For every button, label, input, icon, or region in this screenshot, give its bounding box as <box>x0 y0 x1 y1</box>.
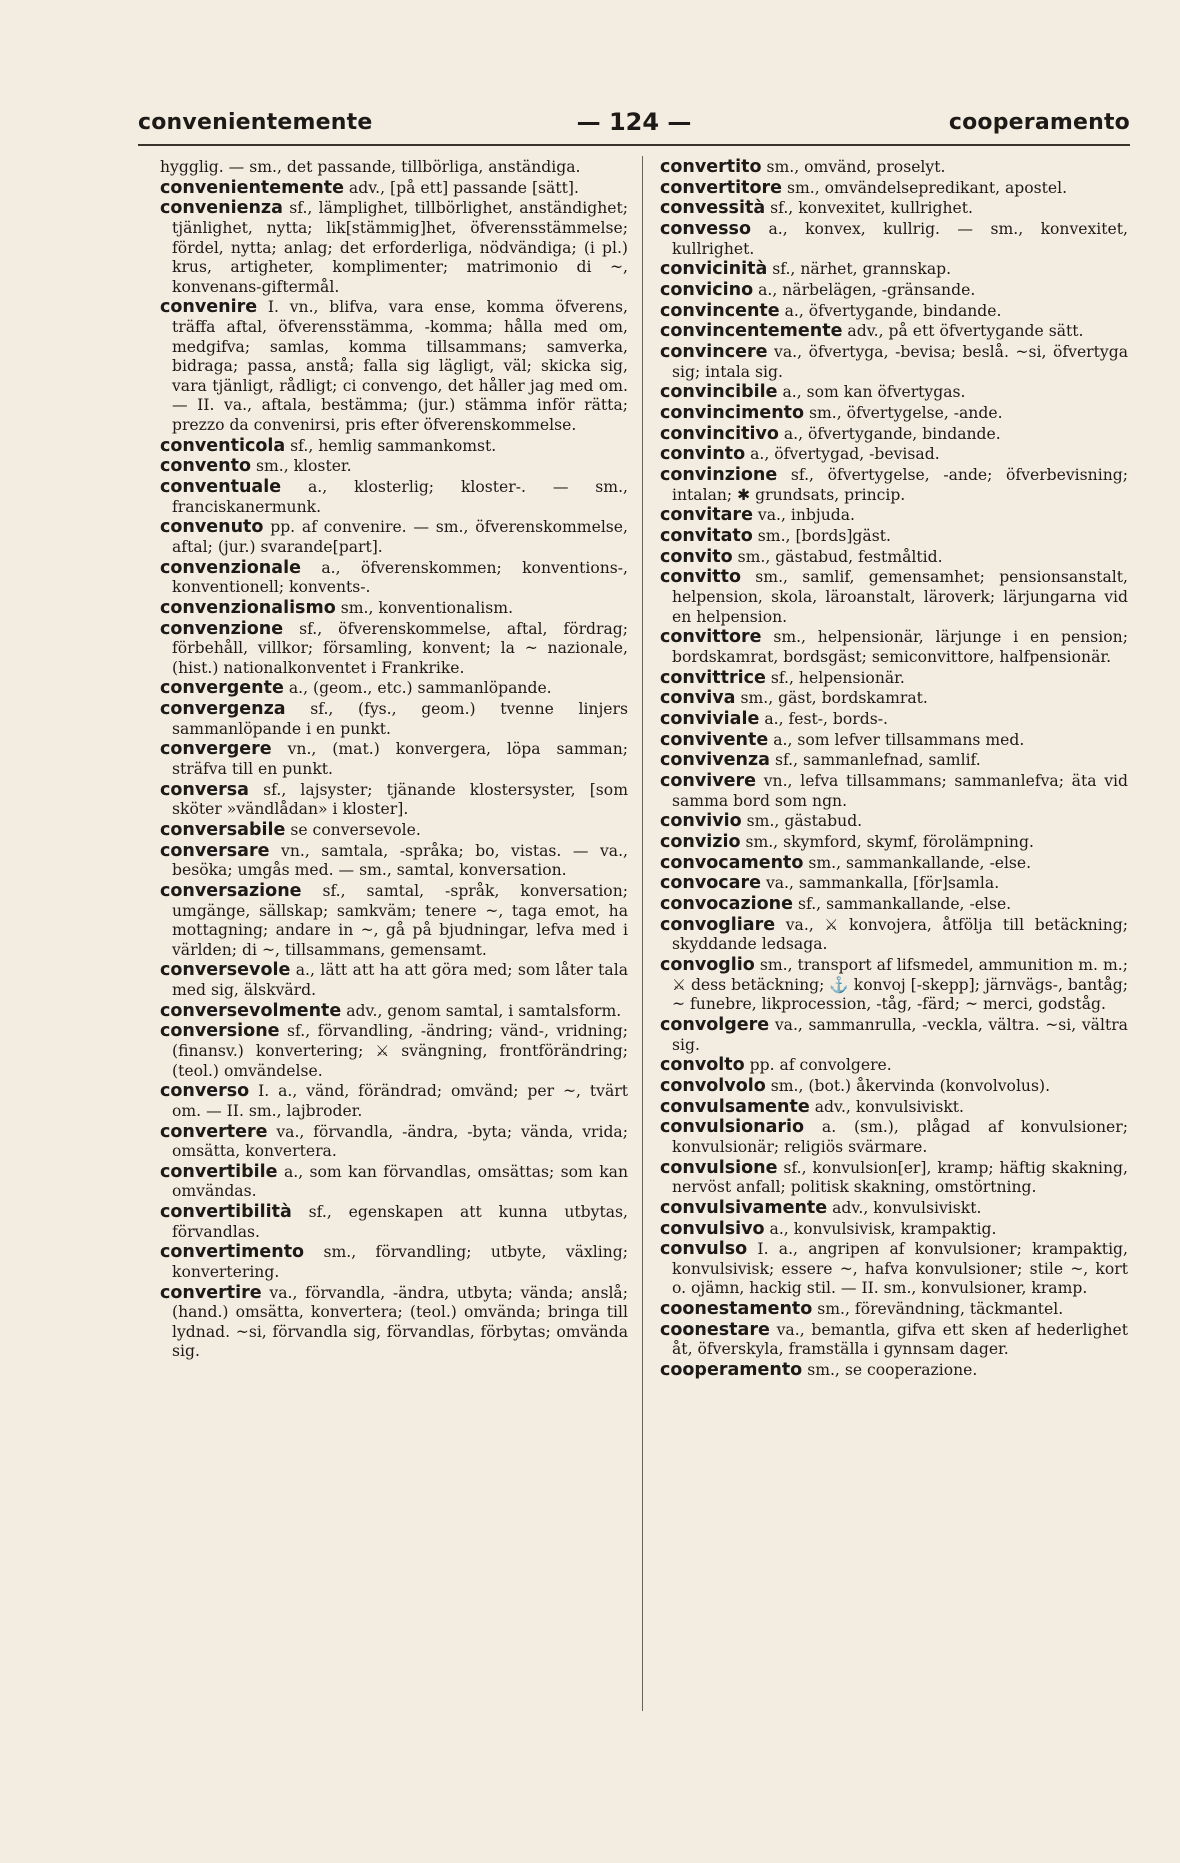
entry-headword: convertere <box>160 1121 268 1142</box>
entry-headword: convinto <box>660 444 746 465</box>
entry-headword: cooperamento <box>660 1360 803 1381</box>
entry-headword: convulso <box>660 1239 748 1260</box>
entry-headword: convertitore <box>660 177 783 198</box>
entry-headword: convessità <box>660 198 766 219</box>
entry-headword: convocamento <box>660 852 804 873</box>
dictionary-entry <box>660 669 1128 689</box>
dictionary-entry <box>660 956 1128 1015</box>
dictionary-entry <box>160 1203 628 1242</box>
entry-definition: va., sammankalla, [för]samla. <box>765 874 1000 893</box>
entry-headword: conversabile <box>160 820 286 840</box>
dictionary-entry <box>660 1159 1128 1198</box>
entry-headword: convincente <box>660 300 780 321</box>
dictionary-entry <box>160 1022 628 1081</box>
entry-definition: sf., konvulsion[er], kramp; häftig skakning, nervöst anfall; politisk skakning, omstörtning. <box>672 1158 1128 1197</box>
entry-headword: convocare <box>660 873 761 894</box>
entry-definition: sm., sammankallande, -else. <box>808 853 1032 872</box>
entry-headword: convizio <box>660 832 741 853</box>
dictionary-entry <box>160 740 628 779</box>
dictionary-entry <box>660 199 1128 219</box>
entry-definition: sf., sammanlefnad, samlif. <box>774 751 981 770</box>
entry-definition: sf., öfverenskommelse, aftal, fördrag; förbehåll, villkor; församling, konvent; la ~ nazionale, (hist.) nationalkonventet i Frankrike. <box>172 619 628 677</box>
dictionary-entry <box>160 518 628 557</box>
dictionary-entry <box>660 343 1128 382</box>
column-divider <box>642 156 643 1711</box>
entry-headword: convulsivo <box>660 1218 765 1239</box>
entry-headword: coonestare <box>660 1319 770 1340</box>
entry-definition: va., förvandla, -ändra, -byta; vända, vrida; omsätta, konvertera. <box>172 1122 628 1161</box>
dictionary-entry <box>160 620 628 679</box>
entry-headword: convertito <box>660 157 762 177</box>
entry-definition: vn., samtala, -språka; bo, vistas. — va., besöka; umgås med. — sm., samtal, konversation. <box>172 841 628 880</box>
entry-headword: convertire <box>160 1282 262 1303</box>
entry-definition: sf., sammankallande, -else. <box>797 895 1012 914</box>
entry-headword: convolgere <box>660 1014 770 1035</box>
entry-definition: va., inbjuda. <box>757 506 856 525</box>
entry-headword: converso <box>160 1081 250 1102</box>
page-header <box>138 104 1130 144</box>
entry-headword: convenientemente <box>160 177 344 198</box>
entry-definition: sm., förvandling; utbyte, växling; konvertering. <box>172 1243 628 1281</box>
dictionary-entry <box>660 1199 1128 1219</box>
entry-headword: conversare <box>160 840 270 861</box>
dictionary-entry <box>660 404 1128 424</box>
entry-definition: sm., konventionalism. <box>340 598 514 617</box>
entry-headword: convincere <box>660 342 768 363</box>
entry-headword: convivente <box>660 729 769 750</box>
dictionary-entry <box>160 437 628 457</box>
entry-headword: conviviale <box>660 709 760 729</box>
dictionary-entry <box>660 1240 1128 1299</box>
dictionary-entry <box>660 916 1128 955</box>
entry-headword: convenuto <box>160 517 264 538</box>
dictionary-entry <box>660 628 1128 667</box>
entry-definition: a., lätt att ha att göra med; som låter tala med sig, älskvärd. <box>172 961 628 1000</box>
dictionary-entry <box>660 1118 1128 1157</box>
dictionary-entry <box>660 466 1128 505</box>
entry-definition: sm., gäst, bordskamrat. <box>740 689 928 708</box>
entry-definition: pp. af convolgere. <box>749 1056 892 1075</box>
entry-definition: sm., helpensionär, lärjunge i en pension; bordskamrat, bordsgäst; semiconvittore, halfpensionär. <box>672 628 1128 666</box>
entry-headword: conventicola <box>160 435 286 456</box>
entry-headword: convincentemente <box>660 321 843 342</box>
entry-headword: convergenza <box>160 699 286 720</box>
entry-headword: convicinità <box>660 259 768 280</box>
dictionary-entry <box>160 842 628 881</box>
entry-definition: adv., [på ett] passande [sätt]. <box>348 178 579 197</box>
entry-definition: hygglig. — sm., det passande, tillbörliga, anständiga. <box>160 158 581 176</box>
entry-headword: convulsione <box>660 1157 778 1178</box>
entry-headword: conventuale <box>160 477 282 498</box>
entry-definition: adv., konvulsiviskt. <box>814 1097 965 1116</box>
entry-definition: sf., lajsyster; tjänande klostersyster, [som sköter »vändlådan» i kloster]. <box>172 780 628 819</box>
entry-headword: convitto <box>660 567 742 588</box>
dictionary-entry <box>160 1123 628 1162</box>
entry-headword: convenzionale <box>160 557 301 578</box>
entry-definition: a., som kan öfvertygas. <box>782 383 966 402</box>
entry-definition: adv., konvulsiviskt. <box>832 1198 982 1217</box>
dictionary-entry <box>160 1284 628 1362</box>
dictionary-entry <box>660 220 1128 259</box>
entry-definition: va., sammanrulla, -veckla, vältra. ~si, vältra sig. <box>672 1015 1128 1054</box>
dictionary-entry <box>660 281 1128 301</box>
entry-definition: sf., helpensionär. <box>770 668 905 687</box>
dictionary-entry <box>660 527 1128 547</box>
entry-headword: convincimento <box>660 403 805 424</box>
entry-headword: convergente <box>160 678 284 699</box>
entry-headword: convincitivo <box>660 423 779 444</box>
entry-definition: sf., närhet, grannskap. <box>772 260 952 279</box>
entry-headword: conviva <box>660 688 736 709</box>
entry-headword: convincibile <box>660 382 778 403</box>
entry-definition: va., ⚔ konvojera, åtfölja till betäckning; skyddande ledsaga. <box>672 915 1128 954</box>
entry-definition: a., öfvertygande, bindande. <box>783 424 1001 443</box>
dictionary-entry <box>660 1220 1128 1240</box>
dictionary-entry <box>660 506 1128 526</box>
entry-headword: convinzione <box>660 465 778 486</box>
entry-headword: conversevolmente <box>160 1000 342 1021</box>
dictionary-entry <box>660 854 1128 874</box>
entry-definition: sf., (fys., geom.) tvenne linjers sammanlöpande i en punkt. <box>172 700 628 738</box>
entry-definition: sm., öfvertygelse, -ande. <box>809 404 1003 423</box>
left-column <box>160 158 628 1363</box>
entry-definition: a., (geom., etc.) sammanlöpande. <box>288 679 552 698</box>
dictionary-entry <box>660 772 1128 811</box>
entry-definition: sf., öfvertygelse, -ande; öfverbevisning; intalan; ✱ grundsats, princip. <box>672 466 1128 504</box>
dictionary-entry <box>160 1082 628 1121</box>
entry-definition: sm., gästabud. <box>746 812 863 831</box>
entry-definition: sm., gästabud, festmåltid. <box>737 547 943 566</box>
dictionary-entry <box>660 179 1128 199</box>
dictionary-entry <box>660 158 1128 178</box>
dictionary-entry <box>660 383 1128 403</box>
dictionary-entry <box>160 882 628 960</box>
entry-definition: se conversevole. <box>290 821 421 839</box>
entry-definition: a. (sm.), plågad af konvulsioner; konvulsionär; religiös svärmare. <box>672 1118 1128 1156</box>
dictionary-entry <box>160 821 628 841</box>
dictionary-entry <box>160 199 628 297</box>
dictionary-entry <box>660 445 1128 465</box>
entry-headword: convulsionario <box>660 1117 805 1138</box>
entry-definition: a., öfverenskommen; konventions-, konventionell; konvents-. <box>172 558 628 597</box>
entry-definition: vn., lefva tillsammans; sammanlefva; äta vid samma bord som ngn. <box>672 772 1128 810</box>
entry-headword: conversa <box>160 779 249 800</box>
entry-headword: convicino <box>660 280 754 301</box>
entry-headword: convenire <box>160 297 258 318</box>
entry-headword: convulsivamente <box>660 1197 828 1218</box>
entry-headword: conversazione <box>160 880 302 901</box>
right-running-headword: cooperamento <box>948 110 1130 135</box>
entry-definition: sm., förevändning, täckmantel. <box>817 1300 1064 1319</box>
dictionary-entry <box>160 298 628 435</box>
entry-definition: sf., lämplighet, tillbörlighet, anständighet; tjänlighet, nytta; lik[stämmig]het, öfverensstämmelse; fördel, nytta; anlag; det erforderliga, nödvändiga; (i pl.) krus, artigheter, komplimenter; matrimonio di ~, konvenans-giftermål. <box>172 199 628 296</box>
dictionary-entry <box>660 833 1128 853</box>
entry-definition: adv., på ett öfvertygande sätt. <box>847 322 1084 341</box>
dictionary-entry <box>160 1002 628 1022</box>
entry-definition: vn., (mat.) konvergera, löpa samman; sträfva till en punkt. <box>172 740 628 779</box>
entry-definition: pp. af convenire. — sm., öfverenskommelse, aftal; (jur.) svarande[part]. <box>172 518 628 556</box>
dictionary-entry <box>660 568 1128 627</box>
dictionary-entry <box>660 812 1128 832</box>
dictionary-entry <box>660 322 1128 342</box>
dictionary-entry <box>660 895 1128 915</box>
dictionary-entry <box>660 1321 1128 1360</box>
dictionary-entry <box>660 751 1128 771</box>
dictionary-entry <box>160 1163 628 1202</box>
dictionary-entry <box>660 302 1128 322</box>
dictionary-entry <box>160 158 628 178</box>
entry-headword: convolvolo <box>660 1075 766 1096</box>
entry-headword: convitato <box>660 526 753 547</box>
entry-definition: sf., egenskapen att kunna utbytas, förvandlas. <box>172 1203 628 1241</box>
entry-headword: conversevole <box>160 960 291 981</box>
dictionary-entry <box>660 1098 1128 1118</box>
entry-headword: convogliare <box>660 914 776 935</box>
entry-headword: convivere <box>660 771 757 792</box>
dictionary-entry <box>160 457 628 477</box>
dictionary-entry <box>660 1077 1128 1097</box>
entry-definition: va., öfvertyga, -bevisa; beslå. ~si, öfvertyga sig; intala sig. <box>672 343 1128 381</box>
entry-definition: sm., omvänd, proselyt. <box>766 158 946 176</box>
dictionary-entry <box>160 599 628 619</box>
entry-headword: convitare <box>660 505 753 526</box>
dictionary-entry <box>660 1300 1128 1320</box>
entry-definition: sm., se cooperazione. <box>807 1361 978 1380</box>
dictionary-entry <box>160 679 628 699</box>
entry-definition: sf., samtal, -språk, konversation; umgänge, sällskap; samkväm; tenere ~, taga emot, ha mottagning; andare in ~, gå på bjudningar, lefva med i världen; di ~, tillsammans, gemensamt. <box>172 881 628 959</box>
dictionary-entry <box>160 781 628 820</box>
entry-definition: sm., omvändelsepredikant, apostel. <box>786 178 1068 197</box>
entry-definition: va., förvandla, -ändra, utbyta; vända; anslå; (hand.) omsätta, konvertera; (teol.) omvända; bringa till lydnad. ~si, förvandla sig, förvandlas, förbytas; omvända sig. <box>172 1283 628 1361</box>
entry-headword: convenienza <box>160 198 283 219</box>
entry-definition: sm., (bot.) åkervinda (konvolvolus). <box>770 1076 1051 1095</box>
dictionary-entry <box>160 478 628 517</box>
entry-definition: I. a., vänd, förändrad; omvänd; per ~, tvärt om. — II. sm., lajbroder. <box>172 1082 628 1120</box>
header-rule <box>138 144 1130 146</box>
entry-headword: convittore <box>660 627 762 648</box>
entry-headword: convesso <box>660 219 751 240</box>
entry-headword: coonestamento <box>660 1299 813 1320</box>
entry-definition: va., bemantla, gifva ett sken af hederlighet åt, öfverskyla, framställa i gynnsam dager. <box>672 1320 1128 1359</box>
entry-definition: sf., hemlig sammankomst. <box>290 436 497 455</box>
entry-definition: a., närbelägen, -gränsande. <box>758 281 976 300</box>
entry-definition: I. vn., blifva, vara ense, komma öfverens, träffa aftal, öfverensstämma, -komma; hålla med om, medgifva; samlas, komma tillsammans; samverka, bidraga; passa, anstå; falla sig lägligt, väl; skicka sig, vara tjänligt, rådligt; ci convengo, det håller jag med om. — II. va., aftala, bestämma; (jur.) stämma inför rätta; prezzo da convenirsi, pris efter öfverenskommelse. <box>172 298 628 434</box>
entry-definition: sf., konvexitet, kullrighet. <box>770 199 973 218</box>
right-column <box>660 158 1128 1382</box>
entry-headword: convito <box>660 546 733 567</box>
entry-definition: a., som kan förvandlas, omsättas; som kan omvändas. <box>172 1162 628 1201</box>
entry-headword: convertibile <box>160 1161 278 1182</box>
dictionary-entry <box>660 260 1128 280</box>
entry-definition: a., fest-, bords-. <box>764 710 888 728</box>
entry-definition: sm., samlif, gemensamhet; pensionsanstalt, helpension, skola, läroanstalt, läroverk; lärjungarna vid en helpension. <box>672 568 1128 626</box>
dictionary-entry <box>160 700 628 739</box>
entry-headword: convocazione <box>660 894 794 915</box>
entry-definition: sm., skymford, skymf, förolämpning. <box>745 833 1034 852</box>
entry-headword: convergere <box>160 739 272 760</box>
dictionary-entry <box>660 548 1128 568</box>
left-running-headword: convenientemente <box>138 110 373 135</box>
entry-definition: a., konvulsivisk, krampaktig. <box>769 1219 997 1238</box>
entry-headword: conversione <box>160 1021 280 1042</box>
dictionary-entry <box>660 1056 1128 1076</box>
dictionary-entry <box>160 1243 628 1282</box>
entry-headword: convolto <box>660 1055 745 1076</box>
dictionary-entry <box>160 559 628 598</box>
entry-headword: convenzione <box>160 618 284 639</box>
entry-definition: a., öfvertygad, -bevisad. <box>750 445 940 464</box>
entry-headword: convoglio <box>660 955 755 976</box>
dictionary-entry <box>660 1016 1128 1055</box>
entry-headword: convittrice <box>660 667 766 688</box>
dictionary-entry <box>660 1361 1128 1381</box>
entry-definition: sm., [bords]gäst. <box>757 527 891 546</box>
dictionary-entry <box>160 961 628 1000</box>
entry-definition: adv., genom samtal, i samtalsform. <box>346 1001 622 1020</box>
entry-headword: convertimento <box>160 1242 305 1263</box>
entry-headword: convivenza <box>660 750 770 771</box>
entry-definition: a., klosterlig; kloster-. — sm., franciskanermunk. <box>172 478 628 516</box>
entry-headword: convertibilità <box>160 1202 292 1223</box>
entry-definition: sm., transport af lifsmedel, ammunition m. m.; ⚔ dess betäckning; ⚓ konvoj [-skepp]; järnvägs-, bantåg; ~ funebre, likprocession, -tåg, -färd; ~ merci, godståg. <box>672 956 1128 1014</box>
entry-definition: I. a., angripen af konvulsioner; krampaktig, konvulsivisk; essere ~, hafva konvulsioner; stile ~, kort o. ojämn, hackig stil. — II. sm., konvulsioner, kramp. <box>672 1240 1128 1298</box>
entry-definition: sm., kloster. <box>255 457 352 476</box>
dictionary-entry <box>660 425 1128 445</box>
entry-definition: a., konvex, kullrig. — sm., konvexitet, kullrighet. <box>672 220 1128 258</box>
dictionary-entry <box>160 179 628 199</box>
entry-definition: a., öfvertygande, bindande. <box>784 301 1002 320</box>
dictionary-entry <box>660 874 1128 894</box>
dictionary-entry <box>660 689 1128 709</box>
dictionary-entry <box>660 731 1128 751</box>
entry-definition: sf., förvandling, -ändring; vänd-, vridning; (finansv.) konvertering; ⚔ svängning, frontförändring; (teol.) omvändelse. <box>172 1022 628 1080</box>
dictionary-entry <box>660 710 1128 730</box>
entry-headword: convenzionalismo <box>160 597 336 618</box>
entry-headword: convivio <box>660 811 742 832</box>
entry-headword: convulsamente <box>660 1096 810 1117</box>
entry-headword: convento <box>160 456 251 477</box>
page-number: — 124 — <box>576 108 692 136</box>
entry-definition: a., som lefver tillsammans med. <box>773 730 1025 749</box>
